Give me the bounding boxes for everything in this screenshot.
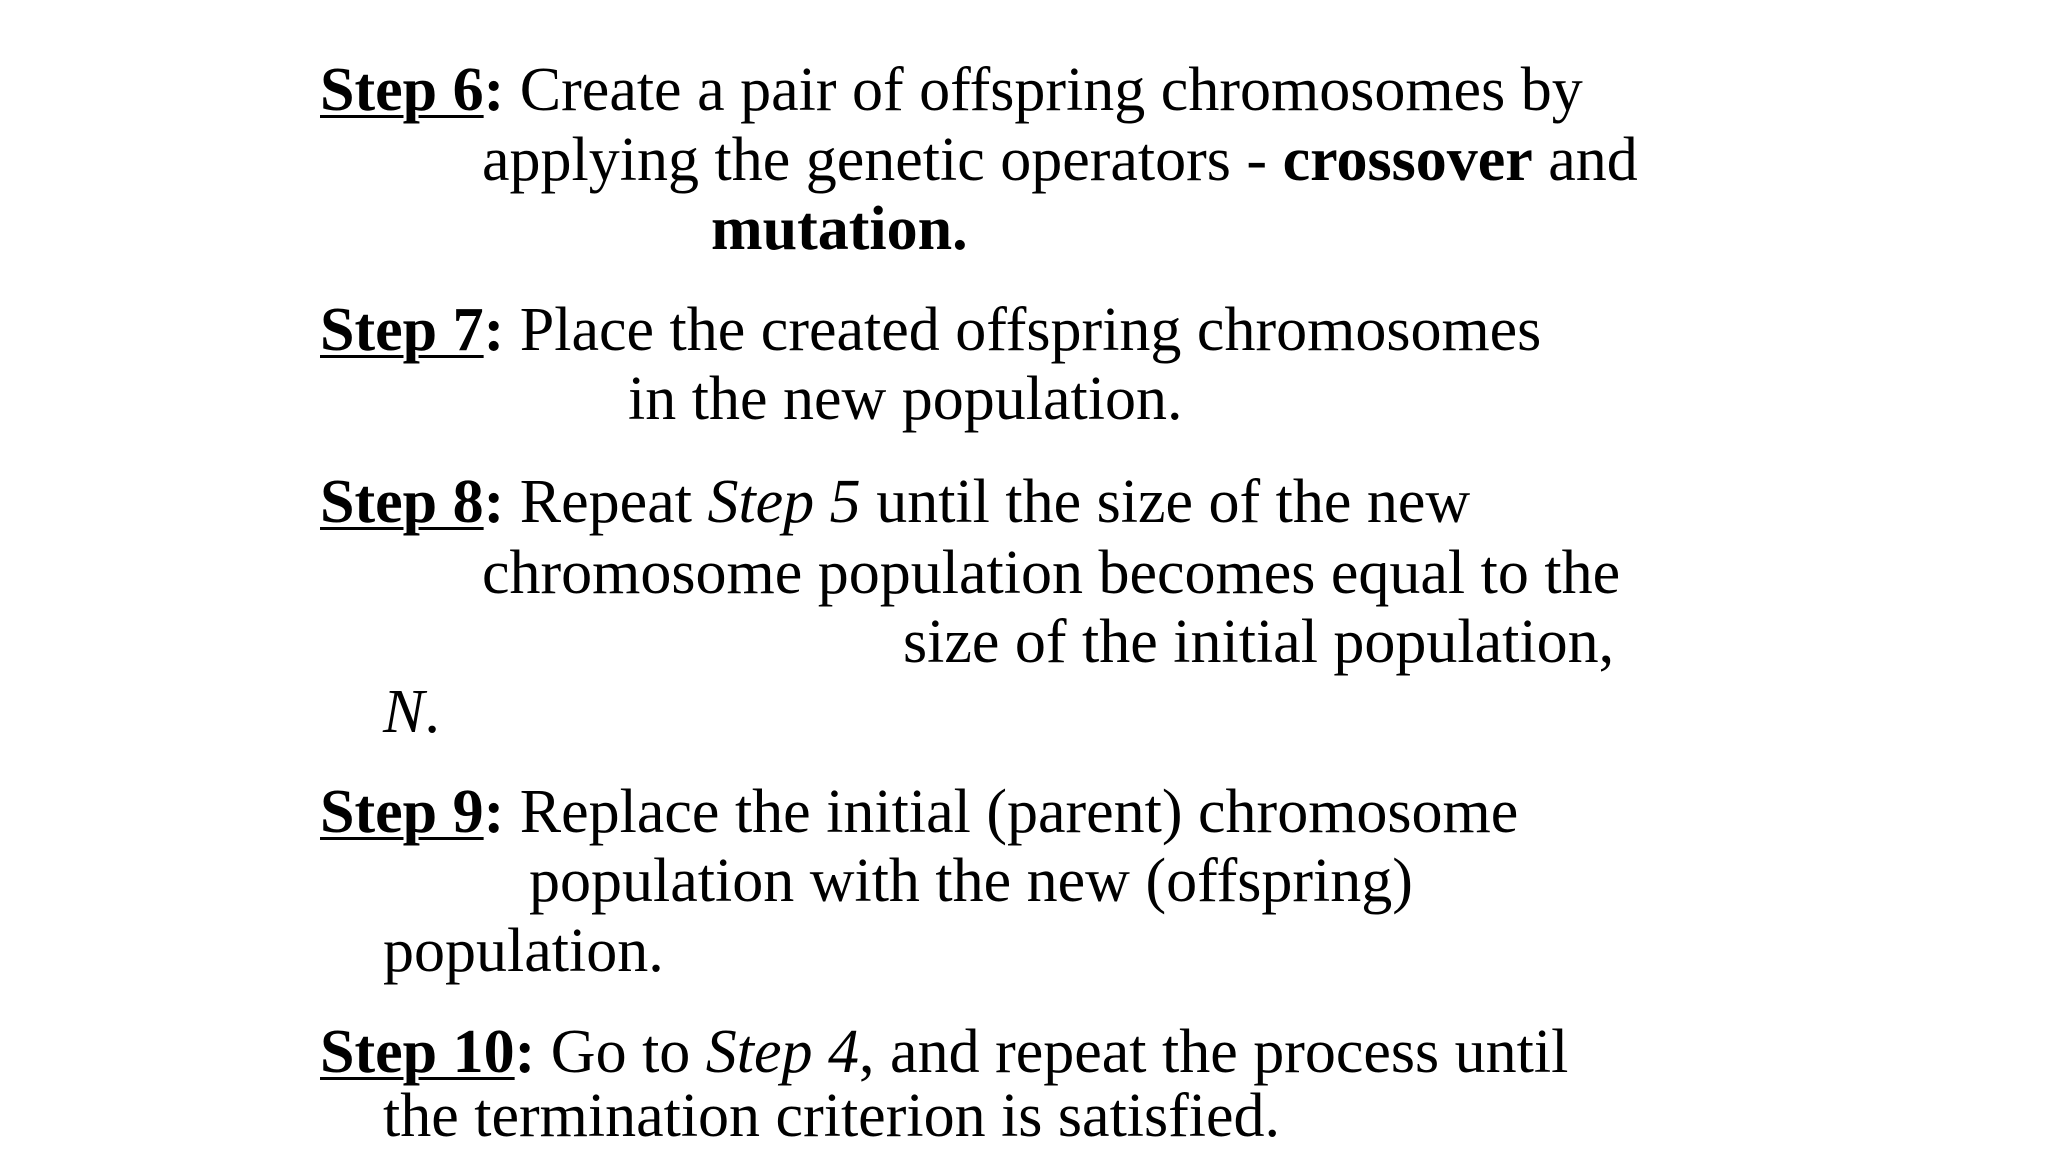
step-6-line-3 (711, 194, 968, 264)
step-7-line-2 (628, 364, 1182, 434)
step-10-line-2 (383, 1081, 1280, 1151)
step-8-line-2 (482, 538, 1620, 608)
step-6-mutation: mutation. (711, 195, 968, 263)
step-6-text-1: Create a pair of offspring chromosomes by (504, 56, 1583, 124)
step-8-text-2: chromosome population becomes equal to the (482, 539, 1621, 607)
step-7-label: Step 7 (320, 296, 484, 364)
step-8-line-1 (320, 467, 1470, 537)
step-6-line-2 (482, 125, 1638, 195)
step-6-crossover: crossover (1282, 126, 1533, 194)
step-9-text-2: population with the new (offspring) (529, 847, 1413, 915)
step-7-colon: : (483, 296, 505, 364)
step-10-line-1 (320, 1017, 1568, 1087)
step-8-n: N (383, 678, 425, 746)
step-8-colon: : (483, 468, 505, 536)
step-10-text-2: the termination criterion is satisfied. (383, 1082, 1281, 1150)
step-6-label: Step 6 (320, 56, 484, 124)
step-6-colon: : (483, 56, 505, 124)
step-8-text-1b: until the size of the new (860, 468, 1471, 536)
step-10-text-1a: Go to (535, 1018, 706, 1086)
step-8-text-3: size of the initial population, (903, 608, 1615, 676)
step-9-line-2 (529, 846, 1413, 916)
step-7-text-2: in the new population. (628, 365, 1183, 433)
step-9-text-1: Replace the initial (parent) chromosome (504, 778, 1519, 846)
step-10-label: Step 10 (320, 1018, 515, 1086)
step-8-line-4 (383, 677, 440, 747)
step-8-period: . (424, 678, 440, 746)
step-10-step4-ref: Step 4 (705, 1018, 860, 1086)
step-9-line-3 (383, 916, 664, 986)
step-9-label: Step 9 (320, 778, 484, 846)
step-9-colon: : (483, 778, 505, 846)
step-10-text-1b: , and repeat the process until (859, 1018, 1569, 1086)
step-7-line-1 (320, 295, 1541, 365)
step-8-text-1a: Repeat (504, 468, 708, 536)
step-7-text-1: Place the created offspring chromosomes (504, 296, 1542, 364)
step-8-label: Step 8 (320, 468, 484, 536)
step-6-text-2-end: and (1532, 126, 1638, 194)
step-6-text-2: applying the genetic operators - (482, 126, 1283, 194)
step-9-line-1 (320, 777, 1518, 847)
step-6-line-1 (320, 55, 1583, 125)
step-9-text-3: population. (383, 917, 664, 985)
step-8-step5-ref: Step 5 (707, 468, 861, 536)
step-8-line-3 (903, 607, 1614, 677)
step-10-colon: : (514, 1018, 536, 1086)
